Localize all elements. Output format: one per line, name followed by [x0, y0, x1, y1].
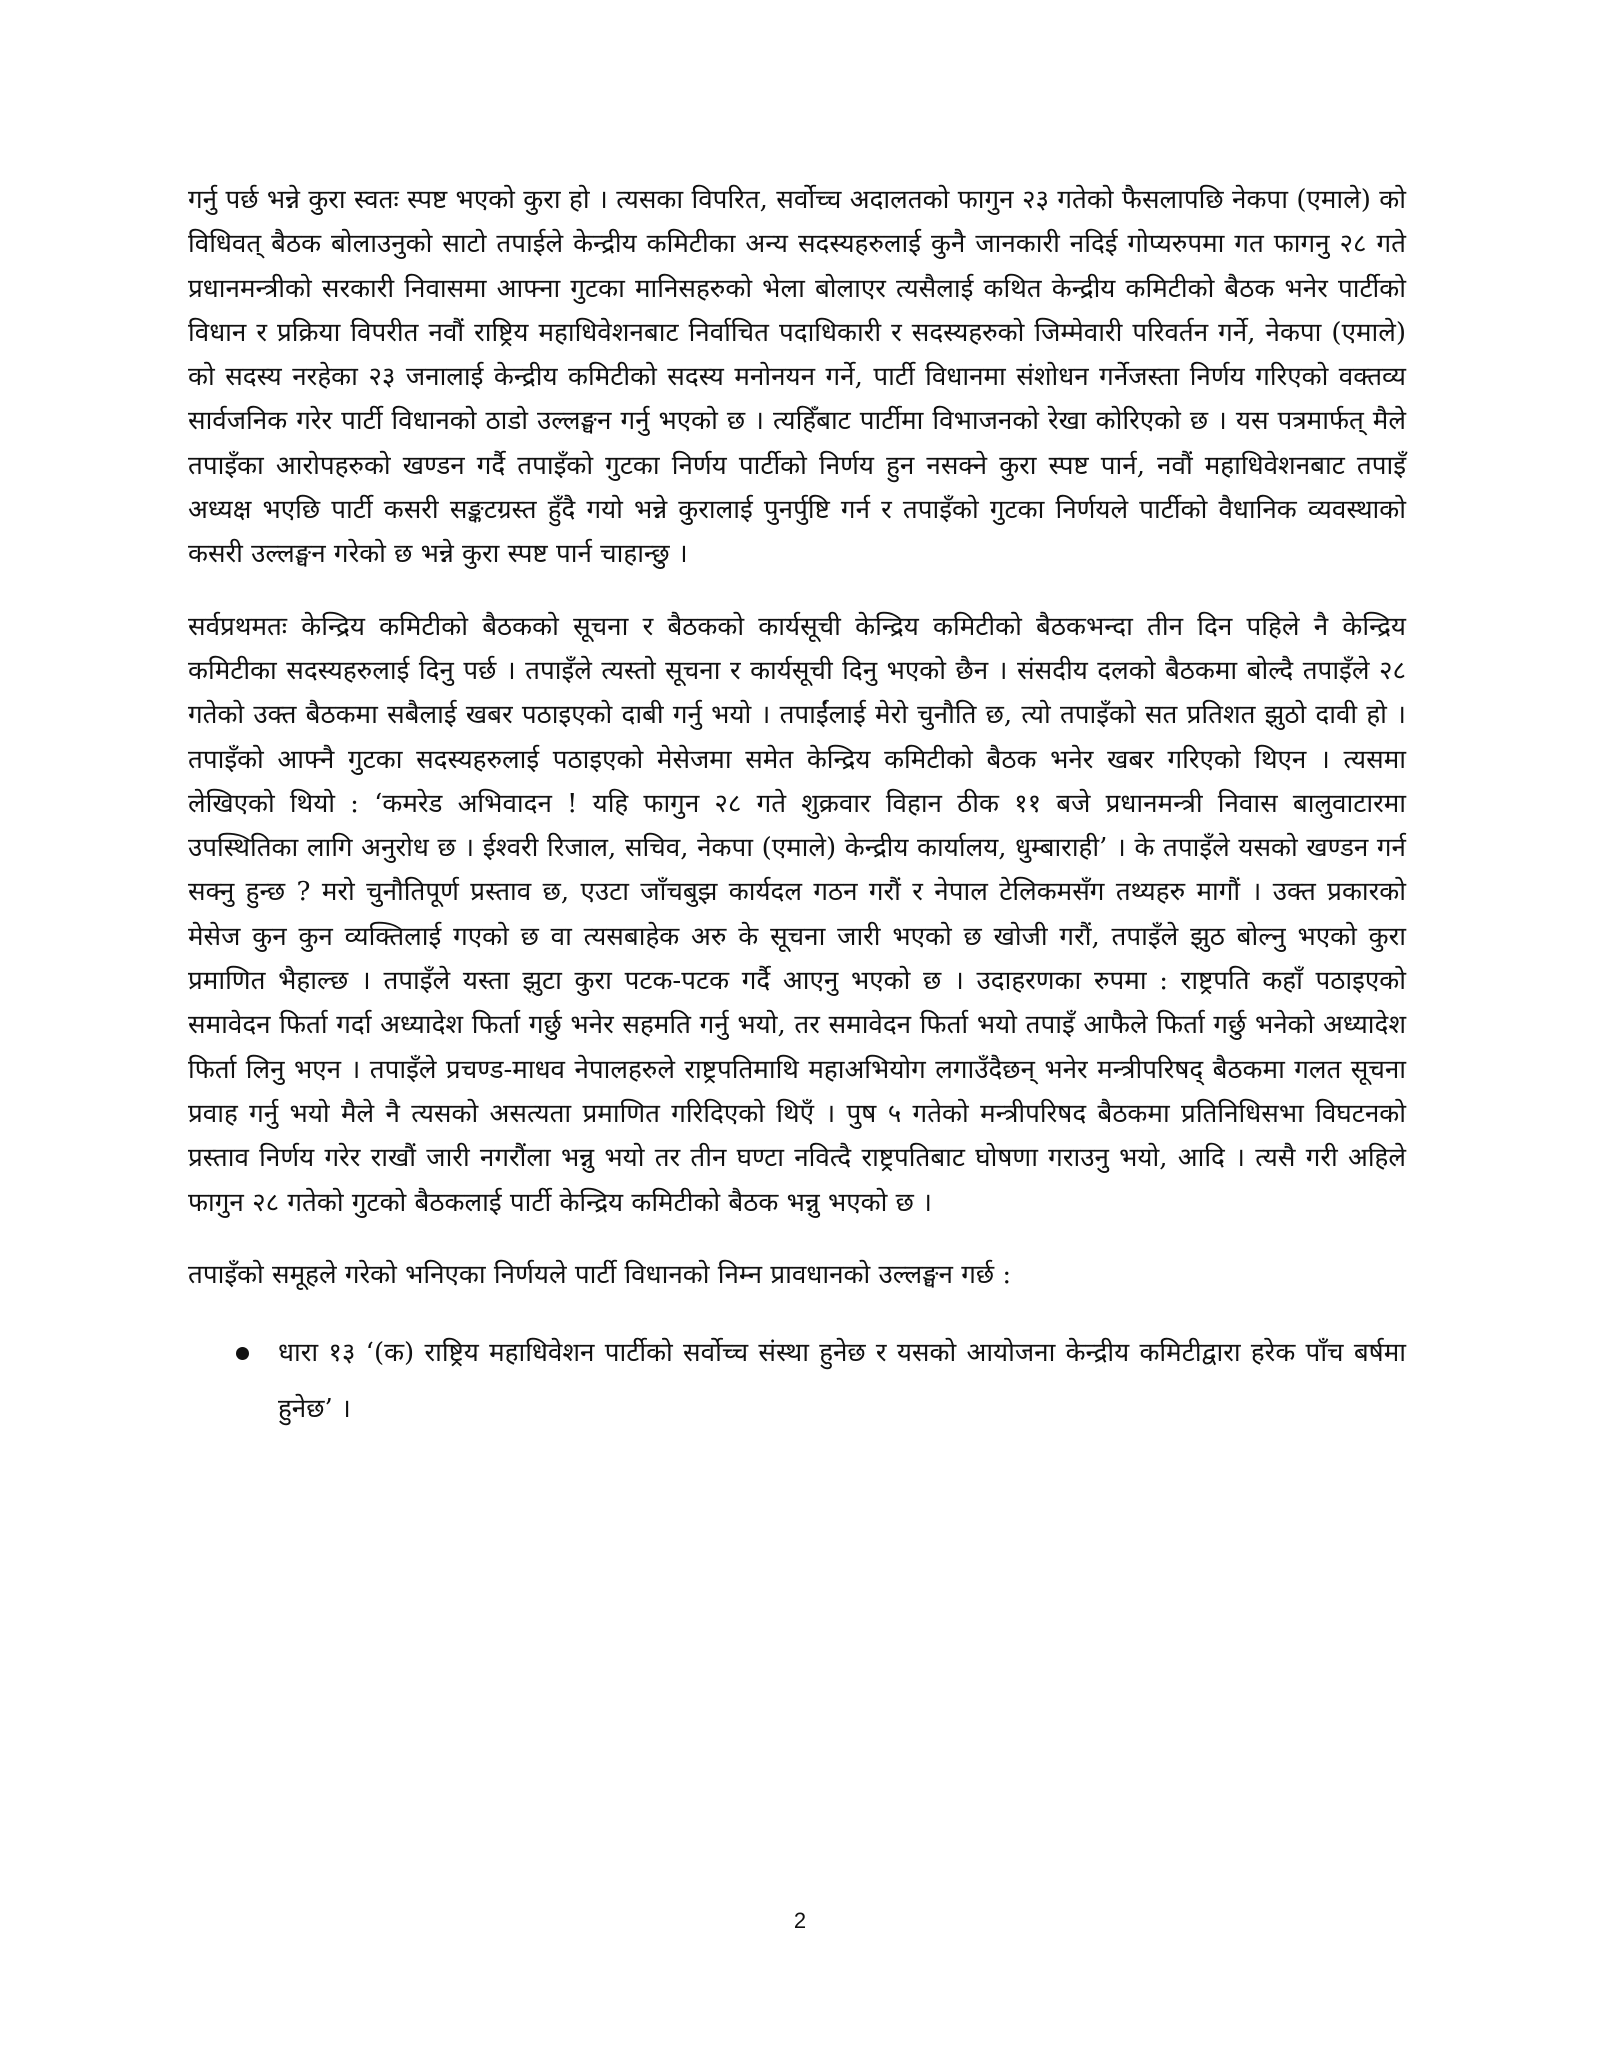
- list-item: [188, 1325, 1406, 1437]
- document-body: [188, 178, 1406, 1437]
- paragraph-1: गर्नु पर्छ भन्ने कुरा स्वतः स्पष्ट भएको कुरा हो । त्यसका विपरित, सर्वोच्च अदालतको फागुन २३ गतेको फैसलापछि नेकपा (एमाले) को विधिवत् बैठक बोलाउनुको साटो तपाईले केन्द्रीय कमिटीका अन्य सदस्यहरुलाई कुनै जानकारी नदिई गोप्यरुपमा गत फागनु २८ गते प्रधानमन्त्रीको सरकारी निवासमा आफ्ना गुटका मानिसहरुको भेला बोलाएर त्यसैलाई कथित केन्द्रीय कमिटीको बैठक भनेर पार्टीको विधान र प्रक्रिया विपरीत नवौं राष्ट्रिय महाधिवेशनबाट निर्वाचित पदाधिकारी र सदस्यहरुको जिम्मेवारी परिवर्तन गर्ने, नेकपा (एमाले) को सदस्य नरहेका २३ जनालाई केन्द्रीय कमिटीको सदस्य मनोनयन गर्ने, पार्टी विधानमा संशोधन गर्नेजस्ता निर्णय गरिएको वक्तव्य सार्वजनिक गरेर पार्टी विधानको ठाडो उल्लङ्घन गर्नु भएको छ । त्यहिँबाट पार्टीमा विभाजनको रेखा कोरिएको छ । यस पत्रमार्फत् मैले तपाइँका आरोपहरुको खण्डन गर्दै तपाइँको गुटका निर्णय पार्टीको निर्णय हुन नसक्ने कुरा स्पष्ट पार्न, नवौं महाधिवेशनबाट तपाइँ अध्यक्ष भएछि पार्टी कसरी सङ्कटग्रस्त हुँदै गयो भन्ने कुरालाई पुनर्पुष्टि गर्न र तपाइँको गुटका निर्णयले पार्टीको वैधानिक व्यवस्थाको कसरी उल्लङ्घन गरेको छ भन्ने कुरा स्पष्ट पार्न चाहान्छु ।: [188, 185, 1406, 570]
- page-number: 2: [793, 1908, 807, 1933]
- bullet-icon: [236, 1347, 249, 1360]
- paragraph-2: सर्वप्रथमतः केन्द्रिय कमिटीको बैठकको सूचना र बैठकको कार्यसूची केन्द्रिय कमिटीको बैठकभन्दा तीन दिन पहिले नै केन्द्रिय कमिटीका सदस्यहरुलाई दिनु पर्छ । तपाइँले त्यस्तो सूचना र कार्यसूची दिनु भएको छैन । संसदीय दलको बैठकमा बोल्दै तपाइँले २८ गतेको उक्त बैठकमा सबैलाई खबर पठाइएको दाबी गर्नु भयो । तपाईंलाई मेरो चुनौति छ, त्यो तपाइँको सत प्रतिशत झुठो दावी हो । तपाइँको आफ्नै गुटका सदस्यहरुलाई पठाइएको मेसेजमा समेत केन्द्रिय कमिटीको बैठक भनेर खबर गरिएको थिएन । त्यसमा लेखिएको थियो : ‘कमरेड अभिवादन ! यहि फागुन २८ गते शुक्रवार विहान ठीक ११ बजे प्रधानमन्त्री निवास बालुवाटारमा उपस्थितिका लागि अनुरोध छ । ईश्वरी रिजाल, सचिव, नेकपा (एमाले) केन्द्रीय कार्यालय, धुम्बाराही’ । के तपाइँले यसको खण्डन गर्न सक्नु हुन्छ ? मरो चुनौतिपूर्ण प्रस्ताव छ, एउटा जाँचबुझ कार्यदल गठन गरौं र नेपाल टेलिकमसँग तथ्यहरु मागौं । उक्त प्रकारको मेसेज कुन कुन व्यक्तिलाई गएको छ वा त्यसबाहेक अरु के सूचना जारी भएको छ खोजी गरौं, तपाइँले झुठ बोल्नु भएको कुरा प्रमाणित भैहाल्छ । तपाइँले यस्ता झुटा कुरा पटक-पटक गर्दै आएनु भएको छ । उदाहरणका रुपमा : राष्ट्रपति कहाँ पठाइएको समावेदन फिर्ता गर्दा अध्यादेश फिर्ता गर्छु भनेर सहमति गर्नु भयो, तर समावेदन फिर्ता भयो तपाइँ आफैले फिर्ता गर्छु भनेको अध्यादेश फिर्ता लिनु भएन । तपाइँले प्रचण्ड-माधव नेपालहरुले राष्ट्रपतिमाथि महाअभियोग लगाउँदैछन् भनेर मन्त्रीपरिषद् बैठकमा गलत सूचना प्रवाह गर्नु भयो मैले नै त्यसको असत्यता प्रमाणित गरिदिएको थिएँ । पुष ५ गतेको मन्त्रीपरिषद बैठकमा प्रतिनिधिसभा विघटनको प्रस्ताव निर्णय गरेर राखौं जारी नगरौंला भन्नु भयो तर तीन घण्टा नवित्दै राष्ट्रपतिबाट घोषणा गराउनु भयो, आदि । त्यसै गरी अहिले फागुन २८ गतेको गुटको बैठकलाई पार्टी केन्द्रिय कमिटीको बैठक भन्नु भएको छ ।: [188, 611, 1406, 1218]
- bullet-list: [188, 1325, 1406, 1437]
- list-item-text: धारा १३ ‘(क) राष्ट्रिय महाधिवेशन पार्टीको सर्वोच्च संस्था हुनेछ र यसको आयोजना केन्द्रीय कमिटीद्वारा हरेक पाँच बर्षमा हुनेछ’ ।: [278, 1338, 1406, 1425]
- paragraph-3: तपाइँको समूहले गरेको भनिएका निर्णयले पार्टी विधानको निम्न प्रावधानको उल्लङ्घन गर्छ :: [188, 1259, 1012, 1290]
